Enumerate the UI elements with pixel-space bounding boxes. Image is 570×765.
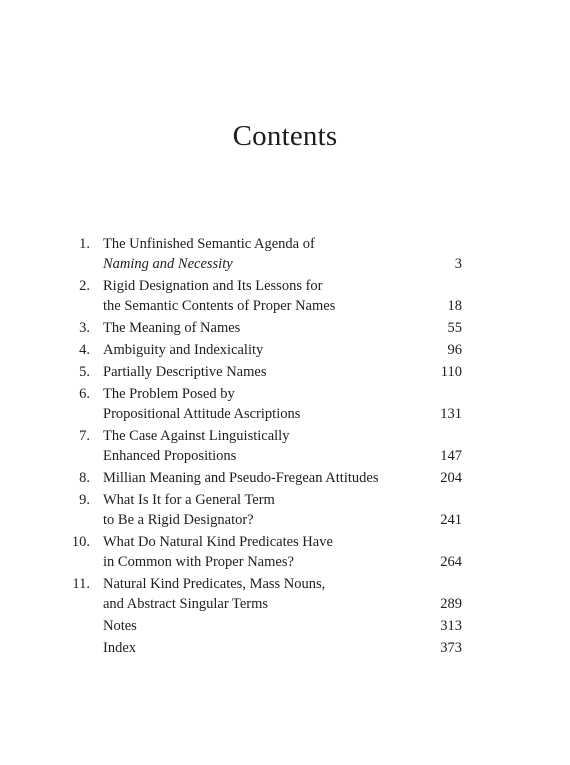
page-number: 131: [440, 406, 462, 422]
chapter-number: 3.: [79, 320, 90, 336]
page-number: 3: [454, 256, 462, 272]
page-number: 241: [440, 512, 462, 528]
chapter-title-line: Naming and Necessity: [103, 256, 233, 272]
toc-entry: [0, 362, 570, 382]
page-number: 96: [447, 342, 462, 358]
toc-entry: [0, 340, 570, 360]
toc-entry: [0, 318, 570, 338]
chapter-title-line: Partially Descriptive Names: [103, 364, 267, 380]
toc-entry: [0, 574, 570, 614]
chapter-title: [103, 532, 403, 572]
chapter-title: [103, 276, 403, 316]
page-title: Contents: [232, 120, 338, 152]
chapter-title: [103, 384, 403, 424]
chapter-title: [103, 426, 403, 466]
toc-entry: [0, 638, 570, 658]
chapter-title-line: and Abstract Singular Terms: [103, 596, 269, 612]
page-number: 373: [440, 640, 462, 656]
chapter-title-line: The Problem Posed by: [103, 386, 235, 402]
chapter-title: [103, 362, 403, 382]
chapter-number: 2.: [79, 278, 90, 294]
page-number: 110: [440, 364, 462, 380]
page-number: 204: [440, 470, 462, 486]
toc-entry: [0, 532, 570, 572]
page-number: 313: [440, 618, 462, 634]
chapter-title: [103, 318, 403, 338]
chapter-number: 9.: [79, 492, 90, 508]
chapter-number: 5.: [79, 364, 90, 380]
page-number: 147: [440, 448, 462, 464]
page-number: 55: [447, 320, 462, 336]
chapter-title: [103, 574, 403, 614]
chapter-title-line: to Be a Rigid Designator?: [103, 512, 254, 528]
chapter-number: 4.: [79, 342, 90, 358]
chapter-title-line: Propositional Attitude Ascriptions: [103, 406, 301, 422]
table-of-contents: [0, 234, 570, 660]
chapter-title-line: the Semantic Contents of Proper Names: [103, 298, 336, 314]
toc-entry: [0, 276, 570, 316]
toc-entry: [0, 616, 570, 636]
chapter-title-line: in Common with Proper Names?: [103, 554, 294, 570]
chapter-title: [103, 490, 403, 530]
chapter-title-line: The Unfinished Semantic Agenda of: [103, 236, 315, 252]
toc-entry: [0, 234, 570, 274]
chapter-title-line: Enhanced Propositions: [103, 448, 237, 464]
chapter-title-line: Ambiguity and Indexicality: [103, 342, 264, 358]
chapter-title-line: Rigid Designation and Its Lessons for: [103, 278, 323, 294]
chapter-title-line: The Case Against Linguistically: [103, 428, 290, 444]
chapter-title: [103, 638, 403, 658]
chapter-title: [103, 234, 403, 274]
page-number: 264: [440, 554, 462, 570]
page-number: 18: [447, 298, 462, 314]
chapter-title-line: What Do Natural Kind Predicates Have: [103, 534, 333, 550]
chapter-number: 10.: [71, 534, 90, 550]
chapter-title-line: Index: [103, 640, 137, 656]
chapter-title-line: What Is It for a General Term: [103, 492, 275, 508]
chapter-title-line: Millian Meaning and Pseudo-Fregean Attitudes: [103, 470, 379, 486]
toc-entry: [0, 490, 570, 530]
chapter-title: [103, 616, 403, 636]
chapter-number: 11.: [72, 576, 90, 592]
chapter-number: 8.: [79, 470, 90, 486]
chapter-title: [103, 468, 403, 488]
chapter-title-line: The Meaning of Names: [103, 320, 241, 336]
chapter-number: 1.: [79, 236, 90, 252]
page-number: 289: [440, 596, 462, 612]
toc-entry: [0, 468, 570, 488]
chapter-title-line: Natural Kind Predicates, Mass Nouns,: [103, 576, 326, 592]
chapter-title-line: Notes: [103, 618, 137, 634]
chapter-number: 6.: [79, 386, 90, 402]
toc-entry: [0, 426, 570, 466]
chapter-number: 7.: [79, 428, 90, 444]
toc-entry: [0, 384, 570, 424]
chapter-title: [103, 340, 403, 360]
